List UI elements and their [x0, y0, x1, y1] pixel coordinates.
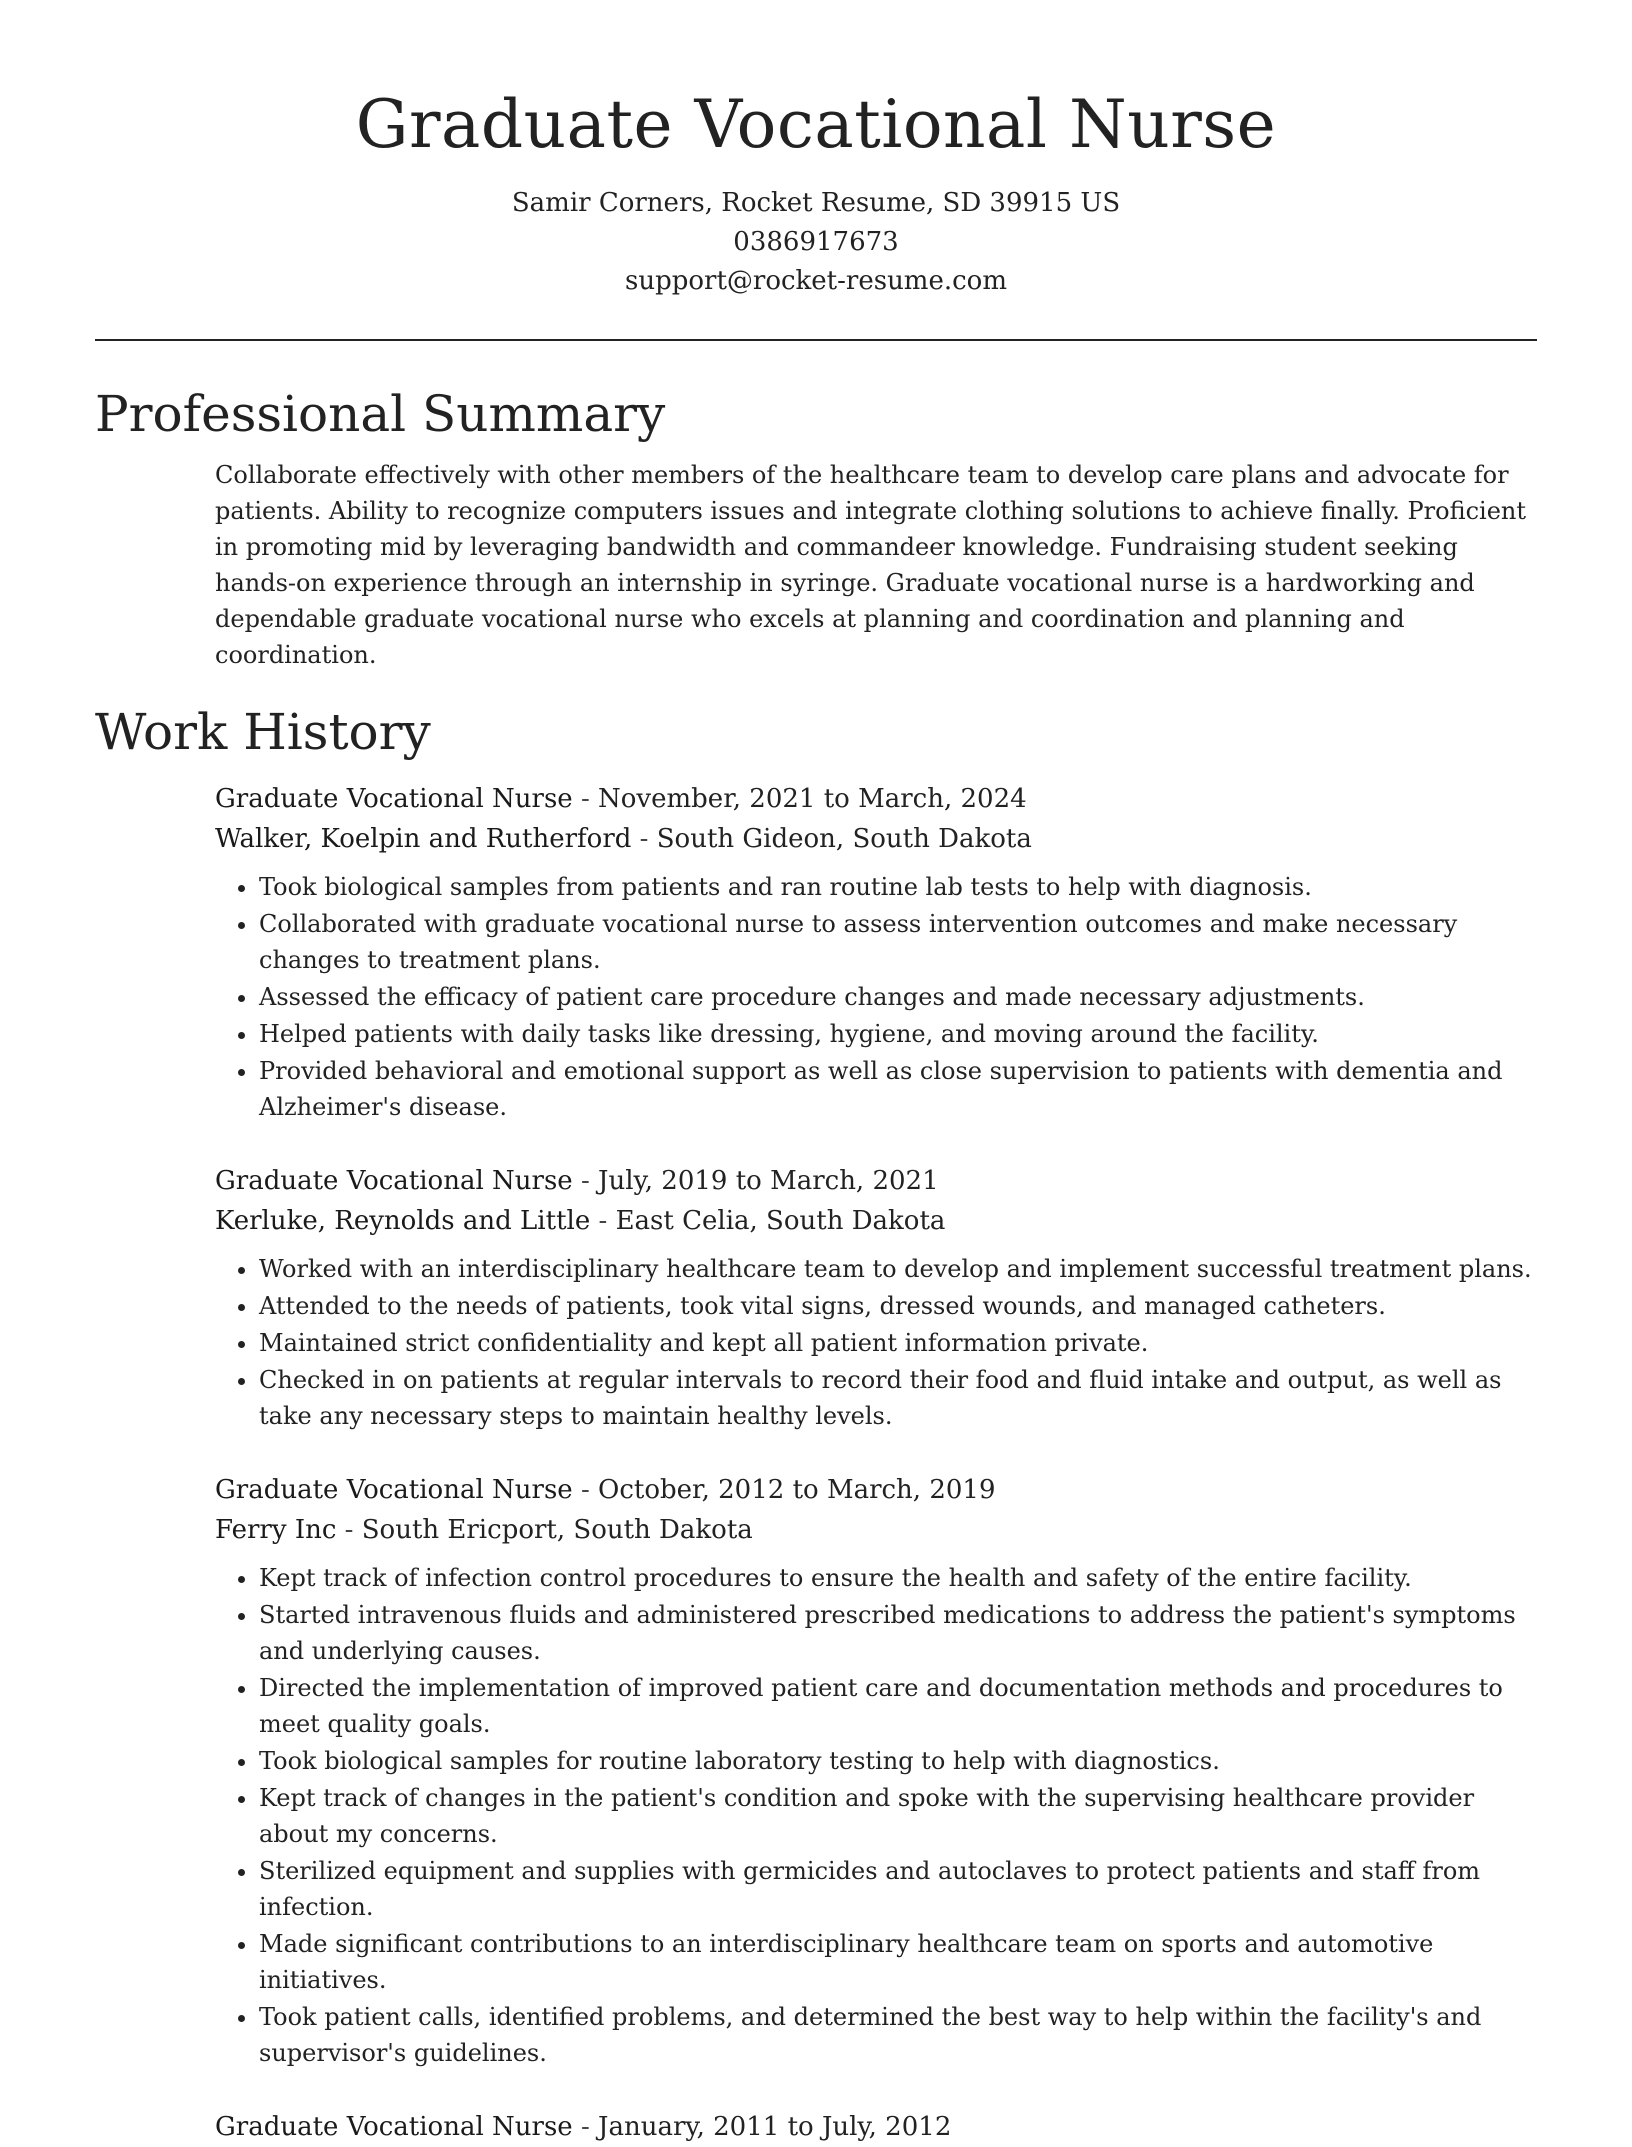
bullet-item: • Kept track of infection control procedures to ensure the health and safety of the entire facility. [259, 1560, 1537, 1596]
phone-number: 0386917673 [733, 227, 899, 257]
job-title-line [215, 1161, 1537, 1201]
address: Samir Corners, Rocket Resume, SD 39915 US [511, 188, 1121, 218]
job-list [215, 779, 1537, 2147]
bullet-item: • Attended to the needs of patients, took vital signs, dressed wounds, and managed catheters. [259, 1288, 1537, 1324]
resume-page [95, 0, 1537, 2147]
candidate-name: Graduate Vocational Nurse [355, 86, 1277, 163]
separator: - [572, 2112, 599, 2142]
job-bullets [215, 869, 1537, 1125]
job-entry [215, 2107, 1537, 2147]
job-company-line [215, 1510, 1537, 1550]
bullet-item: • Assessed the efficacy of patient care procedure changes and made necessary adjustments. [259, 979, 1537, 1015]
bullet-item: • Took patient calls, identified problems, and determined the best way to help within the facility's and supervisor's guidelines. [259, 1999, 1537, 2071]
separator: - [572, 1475, 599, 1505]
company-name: Kerluke, Reynolds and Little [215, 1206, 591, 1236]
job-title: Graduate Vocational Nurse [215, 1475, 573, 1505]
job-title-line [215, 1470, 1537, 1510]
work-history-section [95, 699, 1537, 2147]
header-divider [95, 339, 1537, 341]
bullet-item: • Kept track of changes in the patient's condition and spoke with the supervising healthcare provider about my concerns. [259, 1780, 1537, 1852]
job-entry [215, 1470, 1537, 2071]
email-address: support@rocket-resume.com [624, 266, 1007, 296]
job-dates: November, 2021 to March, 2024 [598, 784, 1027, 814]
job-company-line [215, 819, 1537, 859]
contact-info [95, 184, 1537, 301]
separator: - [572, 1166, 599, 1196]
job-entry [215, 779, 1537, 1125]
job-dates: October, 2012 to March, 2019 [598, 1475, 996, 1505]
section-title-work: Work History [95, 703, 431, 761]
job-location: South Gideon, South Dakota [656, 824, 1032, 854]
job-bullets [215, 1560, 1537, 2071]
job-dates: July, 2019 to March, 2021 [598, 1166, 939, 1196]
job-title: Graduate Vocational Nurse [215, 784, 573, 814]
bullet-item: • Checked in on patients at regular intervals to record their food and fluid intake and output, as well as take any necessary steps to maintain healthy levels. [259, 1362, 1537, 1434]
job-title: Graduate Vocational Nurse [215, 2112, 573, 2142]
bullet-item: • Maintained strict confidentiality and kept all patient information private. [259, 1325, 1537, 1361]
separator: - [572, 784, 599, 814]
bullet-item: • Made significant contributions to an interdisciplinary healthcare team on sports and automotive initiatives. [259, 1926, 1537, 1998]
separator: - [631, 824, 657, 854]
job-title-line [215, 2107, 1537, 2147]
job-title-line [215, 779, 1537, 819]
bullet-item: • Helped patients with daily tasks like dressing, hygiene, and moving around the facility. [259, 1016, 1537, 1052]
bullet-item: • Sterilized equipment and supplies with germicides and autoclaves to protect patients and staff from infection. [259, 1853, 1537, 1925]
section-title-summary: Professional Summary [95, 385, 666, 443]
job-dates: January, 2011 to July, 2012 [598, 2112, 952, 2142]
job-location: East Celia, South Dakota [615, 1206, 946, 1236]
job-bullets [215, 1251, 1537, 1434]
bullet-item: • Worked with an interdisciplinary healthcare team to develop and implement successful treatment plans. [259, 1251, 1537, 1287]
bullet-item: • Provided behavioral and emotional support as well as close supervision to patients with dementia and Alzheimer's disease. [259, 1053, 1537, 1125]
separator: - [590, 1206, 616, 1236]
bullet-item: • Took biological samples for routine laboratory testing to help with diagnostics. [259, 1743, 1537, 1779]
resume-header [95, 0, 1537, 301]
separator: - [336, 1515, 362, 1545]
bullet-item: • Directed the implementation of improved patient care and documentation methods and procedures to meet quality goals. [259, 1670, 1537, 1742]
company-name: Walker, Koelpin and Rutherford [215, 824, 632, 854]
job-title: Graduate Vocational Nurse [215, 1166, 573, 1196]
bullet-item: • Collaborated with graduate vocational nurse to assess intervention outcomes and make necessary changes to treatment plans. [259, 906, 1537, 978]
bullet-item: • Took biological samples from patients and ran routine lab tests to help with diagnosis. [259, 869, 1537, 905]
summary-text: Collaborate effectively with other members of the healthcare team to develop care plans and advocate for patients. Ability to recognize computers issues and integrate clothing solutions to achieve finally. Proficient in promoting mid by leveraging bandwidth and commandeer knowledge. Fundraising student seeking hands-on experience through an internship in syringe. Graduate vocational nurse is a hardworking and dependable graduate vocational nurse who excels at planning and coordination and planning and coordination. [215, 461, 1527, 669]
job-entry [215, 1161, 1537, 1434]
company-name: Ferry Inc [215, 1515, 337, 1545]
bullet-item: • Started intravenous fluids and administered prescribed medications to address the patient's symptoms and underlying causes. [259, 1597, 1537, 1669]
job-company-line [215, 1201, 1537, 1241]
professional-summary-section [95, 381, 1537, 673]
job-location: South Ericport, South Dakota [361, 1515, 753, 1545]
